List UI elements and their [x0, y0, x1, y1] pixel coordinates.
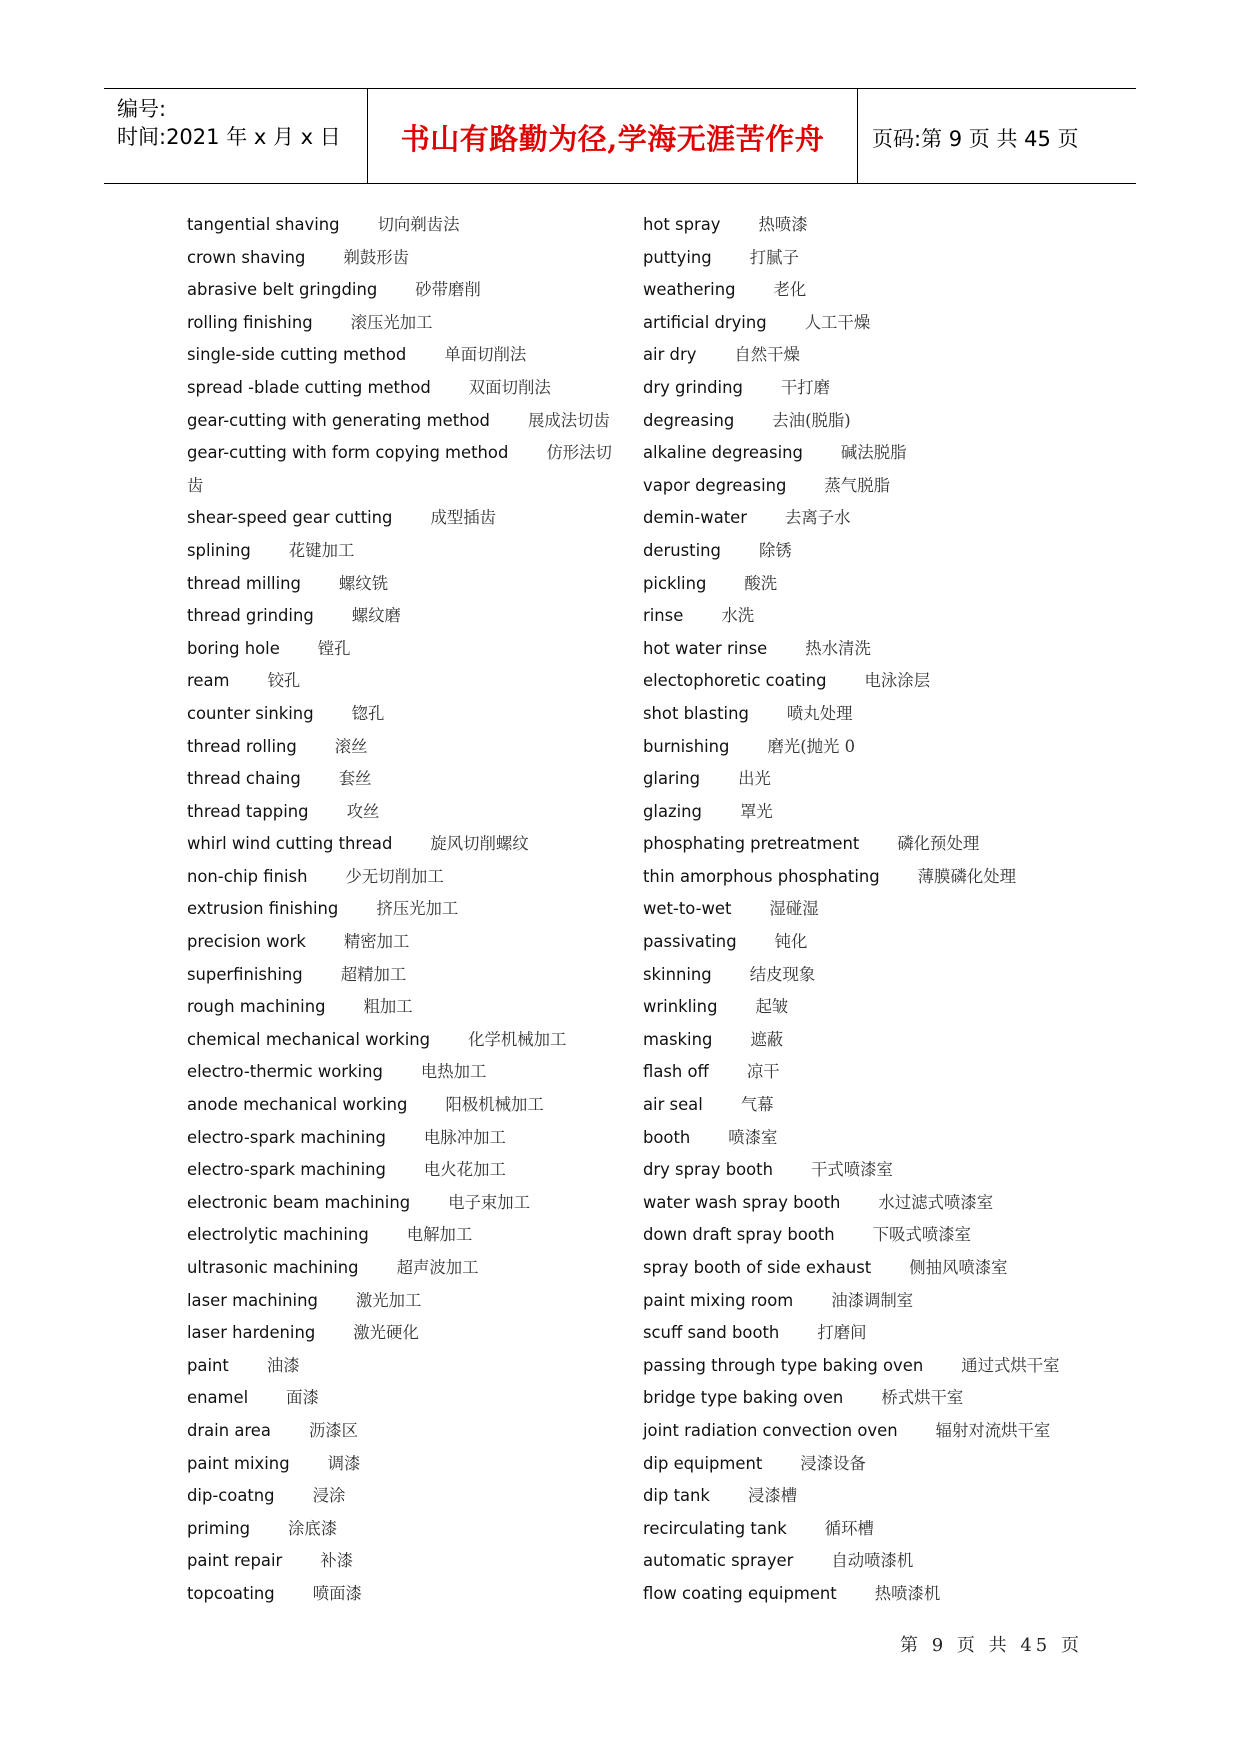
term-chinese: 螺纹铣	[338, 573, 389, 593]
glossary-entry	[187, 670, 617, 703]
term-chinese: 激光加工	[355, 1290, 422, 1310]
glossary-entry	[187, 410, 617, 443]
glossary-entry	[643, 1322, 1113, 1355]
glossary-entry	[187, 573, 617, 606]
term-chinese: 粗加工	[363, 997, 413, 1017]
term-english: vapor degreasing	[643, 475, 787, 495]
glossary-entry	[187, 1290, 617, 1323]
term-english: joint radiation convection oven	[643, 1420, 898, 1440]
glossary-entry	[643, 801, 1113, 834]
term-english: pickling	[643, 573, 707, 593]
glossary-entry	[187, 1224, 617, 1257]
glossary-entry	[187, 931, 617, 964]
term-chinese: 滚压光加工	[350, 312, 433, 332]
header-meta-cell	[104, 89, 366, 183]
term-english: derusting	[643, 540, 721, 560]
term-chinese: 电脉冲加工	[423, 1127, 506, 1147]
glossary-entry	[643, 573, 1113, 606]
document-number-label: 编号:	[117, 97, 167, 121]
term-chinese: 去离子水	[785, 508, 851, 528]
term-english: topcoating	[187, 1583, 275, 1603]
glossary-entry	[643, 214, 1113, 247]
term-english: whirl wind cutting thread	[187, 834, 393, 854]
glossary-entry	[187, 1192, 617, 1225]
term-chinese: 侧抽风喷漆室	[909, 1258, 1008, 1277]
term-chinese: 循环槽	[824, 1518, 874, 1538]
term-chinese: 电火花加工	[423, 1160, 506, 1180]
glossary-entry	[187, 312, 617, 345]
term-english: burnishing	[643, 736, 730, 756]
glossary-entry	[643, 1453, 1113, 1486]
term-english: dip equipment	[643, 1453, 763, 1473]
term-chinese: 打磨间	[817, 1323, 867, 1343]
term-english: passing through type baking oven	[643, 1355, 924, 1375]
term-chinese: 精密加工	[343, 932, 410, 952]
term-english: thread milling	[187, 573, 301, 593]
term-chinese: 气幕	[740, 1095, 774, 1115]
term-chinese: 浸漆槽	[747, 1486, 798, 1506]
term-chinese: 桥式烘干室	[881, 1388, 964, 1408]
glossary-entry	[643, 312, 1113, 345]
glossary-entry	[643, 247, 1113, 280]
page-footer: 第 9 页 共 45 页	[900, 1635, 1083, 1656]
glossary-entry	[187, 1029, 617, 1062]
term-english: laser hardening	[187, 1323, 316, 1343]
term-english: glaring	[643, 769, 701, 789]
glossary-entry	[643, 1127, 1113, 1160]
glossary-entry	[187, 507, 617, 540]
term-english: dip-coatng	[187, 1486, 275, 1506]
term-chinese: 干打磨	[780, 377, 831, 397]
term-chinese: 激光硬化	[353, 1323, 419, 1343]
glossary-entry	[643, 1518, 1113, 1551]
term-english: electrolytic machining	[187, 1225, 369, 1245]
term-english: rough machining	[187, 997, 326, 1017]
term-chinese: 罩光	[739, 801, 773, 821]
term-english: thread chaing	[187, 769, 301, 789]
term-chinese: 热水清洗	[805, 638, 871, 658]
glossary-entry	[187, 833, 617, 866]
term-chinese: 酸洗	[744, 573, 778, 593]
header-page-cell	[858, 89, 1136, 183]
term-english: thread grinding	[187, 606, 314, 626]
glossary-entry	[187, 866, 617, 899]
term-english: air seal	[643, 1095, 703, 1115]
term-chinese: 仿形法切	[546, 443, 612, 463]
glossary-entry	[643, 1550, 1113, 1583]
term-english: abrasive belt gringding	[187, 280, 378, 300]
glossary-entry	[643, 703, 1113, 736]
term-chinese: 喷漆室	[728, 1127, 778, 1147]
term-chinese: 下吸式喷漆室	[872, 1225, 971, 1245]
term-english: boring hole	[187, 638, 280, 658]
term-english: single-side cutting method	[187, 345, 407, 365]
glossary-entry	[187, 1159, 617, 1192]
term-english: drain area	[187, 1420, 271, 1440]
term-chinese: 超声波加工	[396, 1258, 479, 1277]
glossary-entry	[643, 605, 1113, 638]
term-chinese: 磷化预处理	[897, 834, 980, 854]
term-chinese: 螺纹磨	[351, 606, 401, 626]
term-english: flow coating equipment	[643, 1583, 837, 1603]
term-chinese: 电子束加工	[448, 1192, 531, 1212]
term-english: electro-spark machining	[187, 1160, 386, 1180]
glossary-entry	[187, 1420, 617, 1453]
glossary-entry	[643, 1290, 1113, 1323]
term-english: gear-cutting with generating method	[187, 410, 490, 430]
term-chinese: 攻丝	[346, 801, 380, 821]
term-chinese: 电解加工	[406, 1225, 473, 1245]
glossary-left-column	[187, 214, 617, 1616]
term-chinese: 电热加工	[420, 1062, 487, 1082]
term-english: booth	[643, 1127, 691, 1147]
glossary-entry	[187, 279, 617, 312]
term-english: chemical mechanical working	[187, 1029, 431, 1049]
term-english: skinning	[643, 964, 712, 984]
term-english: dry grinding	[643, 377, 743, 397]
term-english: electro-thermic working	[187, 1062, 383, 1082]
term-english: bridge type baking oven	[643, 1388, 844, 1408]
glossary-entry	[187, 540, 617, 573]
term-chinese: 双面切削法	[468, 377, 551, 397]
glossary-entry	[187, 768, 617, 801]
glossary-entry	[187, 1485, 617, 1518]
term-chinese: 砂带磨削	[415, 280, 481, 300]
glossary-entry	[643, 1029, 1113, 1062]
term-chinese: 蒸气脱脂	[824, 475, 890, 495]
term-chinese: 喷面漆	[312, 1583, 362, 1603]
term-english: masking	[643, 1029, 713, 1049]
term-english: degreasing	[643, 410, 735, 430]
term-english: anode mechanical working	[187, 1095, 408, 1115]
term-english: thread tapping	[187, 801, 309, 821]
term-chinese: 铰孔	[267, 671, 301, 691]
glossary-entry	[643, 1061, 1113, 1094]
glossary-entry	[187, 996, 617, 1029]
term-chinese: 花键加工	[288, 540, 355, 560]
term-chinese: 除锈	[758, 540, 792, 560]
term-chinese: 热喷漆	[758, 215, 808, 234]
glossary-entry	[643, 1257, 1113, 1290]
term-english: water wash spray booth	[643, 1192, 841, 1212]
term-english: rinse	[643, 606, 684, 626]
glossary-entry	[643, 898, 1113, 931]
term-chinese: 超精加工	[340, 964, 407, 984]
term-english: ream	[187, 671, 230, 691]
term-chinese: 碱法脱脂	[840, 443, 907, 463]
term-english: paint repair	[187, 1551, 283, 1571]
glossary-entry	[187, 247, 617, 280]
term-english: paint	[187, 1355, 229, 1375]
glossary-entry	[643, 964, 1113, 997]
term-chinese: 单面切削法	[444, 345, 527, 365]
glossary-entry	[643, 410, 1113, 443]
glossary-entry	[187, 214, 617, 247]
term-chinese: 镗孔	[317, 638, 351, 658]
term-english: tangential shaving	[187, 215, 340, 234]
term-english: extrusion finishing	[187, 899, 339, 919]
term-english: paint mixing room	[643, 1290, 794, 1310]
term-chinese: 自动喷漆机	[831, 1551, 914, 1571]
glossary-entry	[643, 768, 1113, 801]
term-english: non-chip finish	[187, 866, 308, 886]
term-english: spread -blade cutting method	[187, 377, 431, 397]
term-chinese: 补漆	[320, 1551, 354, 1571]
term-chinese: 钝化	[774, 932, 808, 952]
term-chinese: 起皱	[755, 997, 789, 1017]
glossary-entry	[187, 1453, 617, 1486]
document-date-label: 时间:2021 年 x 月 x 日	[117, 125, 341, 149]
glossary-entry	[187, 1322, 617, 1355]
term-english: splining	[187, 540, 251, 560]
term-english: scuff sand booth	[643, 1323, 780, 1343]
term-english: gear-cutting with form copying method	[187, 443, 509, 463]
glossary-entry	[187, 1094, 617, 1127]
term-chinese: 套丝	[338, 769, 372, 789]
glossary-entry	[643, 833, 1113, 866]
glossary-entry	[187, 801, 617, 834]
term-chinese: 切向剃齿法	[377, 215, 460, 234]
term-english: artificial drying	[643, 312, 767, 332]
term-english: electro-spark machining	[187, 1127, 386, 1147]
term-english: ultrasonic machining	[187, 1258, 359, 1277]
term-chinese: 挤压光加工	[376, 899, 459, 919]
glossary-entry	[187, 605, 617, 638]
term-chinese: 油漆	[266, 1355, 300, 1375]
term-english: wet-to-wet	[643, 899, 732, 919]
term-chinese: 滚丝	[334, 736, 368, 756]
term-chinese: 浸漆设备	[800, 1453, 866, 1473]
term-chinese: 喷丸处理	[786, 703, 853, 723]
term-chinese: 展成法切齿	[527, 410, 610, 430]
glossary-entry	[643, 638, 1113, 671]
glossary-entry	[643, 344, 1113, 377]
term-english: rolling finishing	[187, 312, 313, 332]
glossary-entry	[643, 736, 1113, 769]
term-chinese: 去油(脱脂)	[772, 410, 851, 430]
glossary-entry	[643, 1387, 1113, 1420]
glossary-entry	[187, 1257, 617, 1290]
term-english: shear-speed gear cutting	[187, 508, 393, 528]
term-english: glazing	[643, 801, 702, 821]
term-english: automatic sprayer	[643, 1551, 794, 1571]
term-chinese: 旋风切削螺纹	[430, 834, 529, 854]
term-chinese: 少无切削加工	[345, 866, 444, 886]
term-chinese: 辐射对流烘干室	[935, 1420, 1051, 1440]
glossary-entry	[643, 442, 1113, 475]
glossary-entry	[187, 1061, 617, 1094]
term-english: flash off	[643, 1062, 709, 1082]
glossary-entry	[643, 540, 1113, 573]
term-english: down draft spray booth	[643, 1225, 835, 1245]
term-chinese: 成型插齿	[430, 508, 497, 528]
header-motto-cell	[367, 89, 858, 183]
term-chinese: 剃鼓形齿	[343, 247, 410, 267]
glossary-entry	[643, 279, 1113, 312]
term-english: precision work	[187, 932, 306, 952]
term-english: wrinkling	[643, 997, 718, 1017]
term-english: dry spray booth	[643, 1160, 773, 1180]
glossary-entry	[187, 703, 617, 736]
term-chinese: 热喷漆机	[874, 1583, 941, 1603]
glossary-entry	[643, 996, 1113, 1029]
term-chinese: 水洗	[721, 606, 755, 626]
term-english: recirculating tank	[643, 1518, 787, 1538]
glossary-entry	[187, 1583, 617, 1616]
term-english: counter sinking	[187, 703, 314, 723]
glossary-entry	[643, 1355, 1113, 1388]
glossary-entry	[643, 377, 1113, 410]
glossary-entry	[187, 736, 617, 769]
term-chinese: 老化	[773, 280, 807, 300]
term-english: electophoretic coating	[643, 671, 827, 691]
header-motto: 书山有路勤为径,学海无涯苦作舟	[400, 122, 825, 156]
glossary-entry	[187, 638, 617, 671]
term-english: air dry	[643, 345, 697, 365]
term-english: alkaline degreasing	[643, 443, 803, 463]
term-chinese: 干式喷漆室	[810, 1160, 893, 1180]
glossary-entry	[643, 1224, 1113, 1257]
glossary-entry	[643, 1159, 1113, 1192]
glossary-entry	[643, 1485, 1113, 1518]
term-english: spray booth of side exhaust	[643, 1258, 872, 1277]
term-english: demin-water	[643, 508, 748, 528]
header-page-code: 页码:第 9 页 共 45 页	[872, 127, 1079, 151]
glossary-entry	[643, 1192, 1113, 1225]
glossary-entry	[643, 670, 1113, 703]
term-chinese: 浸涂	[312, 1486, 346, 1506]
term-chinese: 磨光(抛光 0	[767, 736, 856, 756]
term-chinese: 薄膜磷化处理	[917, 866, 1017, 886]
term-chinese: 湿碰湿	[769, 899, 819, 919]
term-chinese: 通过式烘干室	[961, 1355, 1060, 1375]
term-chinese: 人工干燥	[804, 312, 871, 332]
glossary-entry	[187, 377, 617, 410]
term-chinese: 打腻子	[749, 247, 799, 267]
glossary-entry	[643, 1583, 1113, 1616]
term-english: hot spray	[643, 215, 721, 234]
term-english: thin amorphous phosphating	[643, 866, 880, 886]
document-header	[104, 88, 1136, 184]
glossary-entry	[187, 898, 617, 931]
term-chinese: 水过滤式喷漆室	[878, 1192, 994, 1212]
glossary-entry	[643, 1094, 1113, 1127]
glossary-entry	[643, 1420, 1113, 1453]
term-english: electronic beam machining	[187, 1192, 411, 1212]
glossary-entry	[643, 866, 1113, 899]
term-chinese: 结皮现象	[749, 964, 816, 984]
term-chinese: 自然干燥	[734, 345, 800, 365]
term-english: priming	[187, 1518, 251, 1538]
term-chinese: 阳极机械加工	[445, 1095, 544, 1115]
glossary-entry	[643, 931, 1113, 964]
glossary-entry	[643, 507, 1113, 540]
term-english: weathering	[643, 280, 736, 300]
term-chinese: 凉干	[746, 1062, 780, 1082]
glossary-entry	[187, 344, 617, 377]
glossary-entry	[187, 1550, 617, 1583]
term-english: dip tank	[643, 1486, 710, 1506]
glossary-entry	[187, 442, 617, 507]
term-english: paint mixing	[187, 1453, 290, 1473]
glossary-entry	[187, 1127, 617, 1160]
term-chinese: 遮蔽	[750, 1029, 784, 1049]
term-english: superfinishing	[187, 964, 303, 984]
glossary-entry	[187, 964, 617, 997]
term-chinese: 锪孔	[351, 703, 385, 723]
glossary-entry	[187, 1355, 617, 1388]
term-chinese: 沥漆区	[308, 1420, 359, 1440]
glossary-entry	[187, 1518, 617, 1551]
term-chinese: 面漆	[286, 1388, 319, 1408]
term-english: passivating	[643, 932, 737, 952]
glossary-entry	[187, 1387, 617, 1420]
term-english: shot blasting	[643, 703, 749, 723]
term-chinese: 油漆调制室	[831, 1290, 914, 1310]
term-chinese: 涂底漆	[288, 1518, 338, 1538]
term-chinese-continued: 齿	[187, 475, 204, 495]
glossary-right-column	[643, 214, 1113, 1616]
term-english: thread rolling	[187, 736, 297, 756]
term-chinese: 调漆	[327, 1453, 361, 1473]
term-english: hot water rinse	[643, 638, 768, 658]
term-chinese: 化学机械加工	[468, 1029, 567, 1049]
term-english: laser machining	[187, 1290, 318, 1310]
term-english: phosphating pretreatment	[643, 834, 860, 854]
term-english: puttying	[643, 247, 712, 267]
term-english: enamel	[187, 1388, 249, 1408]
glossary-entry	[643, 475, 1113, 508]
term-chinese: 电泳涂层	[864, 671, 931, 691]
term-english: crown shaving	[187, 247, 306, 267]
term-chinese: 出光	[738, 769, 771, 789]
